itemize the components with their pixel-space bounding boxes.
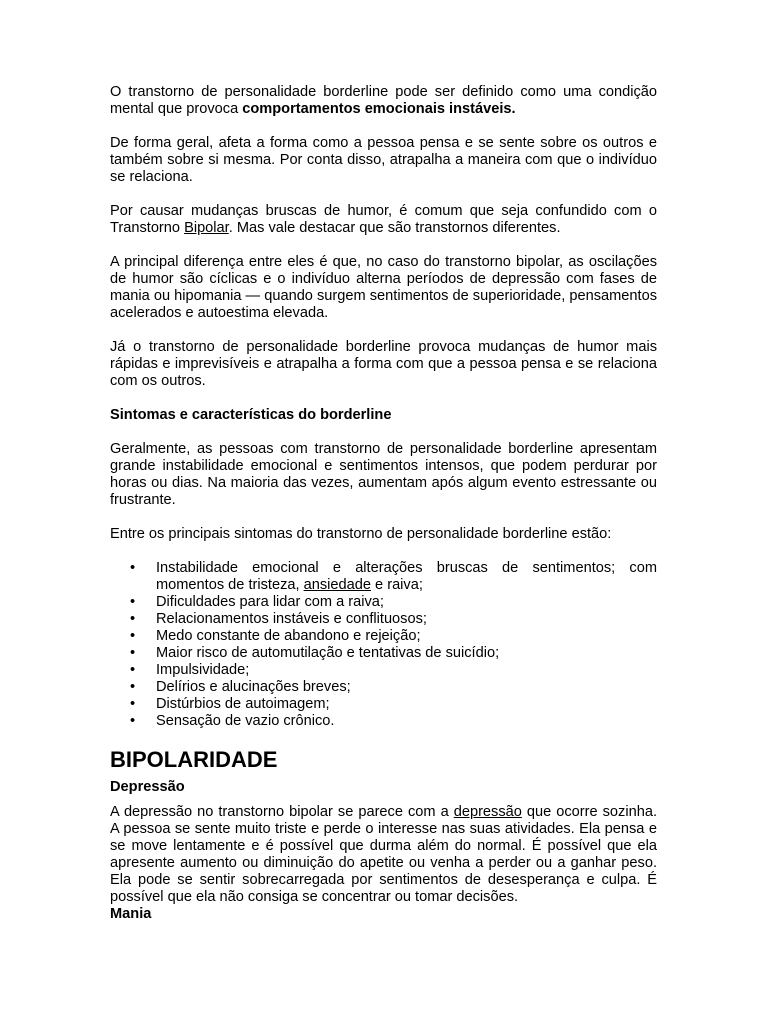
paragraph-confusion-after: . Mas vale destacar que são transtornos diferentes. bbox=[228, 220, 561, 236]
paragraph-instability: Geralmente, as pessoas com transtorno de personalidade borderline apresentam grande instabilidade emocional e sentimentos intensos, que podem perdurar por horas ou dias. Na maioria das vezes, aumentam após algum evento estressante ou frustrante. bbox=[110, 441, 657, 508]
bullet-icon: • bbox=[130, 713, 136, 729]
list-item bbox=[110, 662, 657, 679]
bullet-icon: • bbox=[130, 645, 136, 661]
paragraph-depression bbox=[110, 804, 657, 906]
paragraph-general: De forma geral, afeta a forma como a pessoa pensa e se sente sobre os outros e também sobre si mesma. Por conta disso, atrapalha a maneira com que o indivíduo se relaciona. bbox=[110, 135, 657, 185]
bullet-icon: • bbox=[130, 696, 136, 712]
symptoms-heading: Sintomas e características do borderline bbox=[110, 407, 392, 423]
list-item-text: Impulsividade; bbox=[156, 662, 250, 678]
bullet-icon: • bbox=[130, 611, 136, 627]
symptoms-list bbox=[110, 560, 657, 730]
paragraph-depression-after: que ocorre sozinha. A pessoa se sente muito triste e perde o interesse nas suas atividades. Ela pensa e se move lentamente e é possível que durma além do normal. É possível que ela apresente aumento ou diminuição do apetite ou venha a perder ou a ganhar peso. Ela pode se sentir sobrecarregada por sentimentos de desesperança e culpa. É possível que ela não consiga se concentrar ou tomar decisões. bbox=[110, 804, 657, 905]
list-item-text: Delírios e alucinações breves; bbox=[156, 679, 351, 695]
paragraph-definition-text: O transtorno de personalidade borderline pode ser definido como uma condição mental que provoca bbox=[110, 84, 657, 117]
bullet-icon: • bbox=[130, 628, 136, 644]
paragraph-symptoms-intro: Entre os principais sintomas do transtorno de personalidade borderline estão: bbox=[110, 526, 612, 542]
list-item-text: Relacionamentos instáveis e conflituosos; bbox=[156, 611, 427, 627]
list-item-text-after: e raiva; bbox=[370, 577, 423, 593]
list-item bbox=[110, 696, 657, 713]
list-item bbox=[110, 645, 657, 662]
list-item-text: Maior risco de automutilação e tentativas de suicídio; bbox=[156, 645, 500, 661]
paragraph-confusion-text: Por causar mudanças bruscas de humor, é comum que seja confundido com o Transtorno bbox=[110, 203, 657, 236]
paragraph-difference: A principal diferença entre eles é que, no caso do transtorno bipolar, as oscilações de humor são cíclicas e o indivíduo alterna períodos de depressão com fases de mania ou hipomania — quando surgem sentimentos de superioridade, pensamentos acelerados e autoestima elevada. bbox=[110, 254, 657, 321]
paragraph-confusion bbox=[110, 203, 657, 237]
paragraph-borderline-changes: Já o transtorno de personalidade borderline provoca mudanças de humor mais rápidas e imprevisíveis e atrapalha a forma com que a pessoa pensa e se relaciona com os outros. bbox=[110, 339, 657, 389]
list-item-text: Distúrbios de autoimagem; bbox=[156, 696, 330, 712]
list-item-text: Medo constante de abandono e rejeição; bbox=[156, 628, 421, 644]
list-item bbox=[110, 560, 657, 594]
bullet-icon: • bbox=[130, 560, 136, 576]
list-item bbox=[110, 713, 657, 730]
bullet-icon: • bbox=[130, 679, 136, 695]
paragraph-depression-text: A depressão no transtorno bipolar se parece com a bbox=[110, 804, 454, 820]
bullet-icon: • bbox=[130, 662, 136, 678]
list-item-text: Instabilidade emocional e alterações bruscas de sentimentos; com momentos de tristeza, bbox=[156, 560, 657, 593]
depression-link[interactable]: depressão bbox=[453, 804, 522, 820]
bullet-icon: • bbox=[130, 594, 136, 610]
anxiety-link[interactable]: ansiedade bbox=[303, 577, 371, 593]
list-item bbox=[110, 594, 657, 611]
bipolarity-heading: BIPOLARIDADE bbox=[110, 747, 278, 772]
list-item-text: Sensação de vazio crônico. bbox=[156, 713, 335, 729]
paragraph-definition bbox=[110, 84, 657, 118]
list-item bbox=[110, 611, 657, 628]
document-page bbox=[110, 84, 657, 923]
list-item bbox=[110, 628, 657, 645]
list-item-text: Dificuldades para lidar com a raiva; bbox=[156, 594, 384, 610]
paragraph-definition-bold: comportamentos emocionais instáveis. bbox=[242, 101, 516, 117]
list-item bbox=[110, 679, 657, 696]
depression-heading: Depressão bbox=[110, 779, 185, 795]
bipolar-link[interactable]: Bipolar bbox=[184, 220, 229, 236]
mania-heading: Mania bbox=[110, 906, 152, 922]
